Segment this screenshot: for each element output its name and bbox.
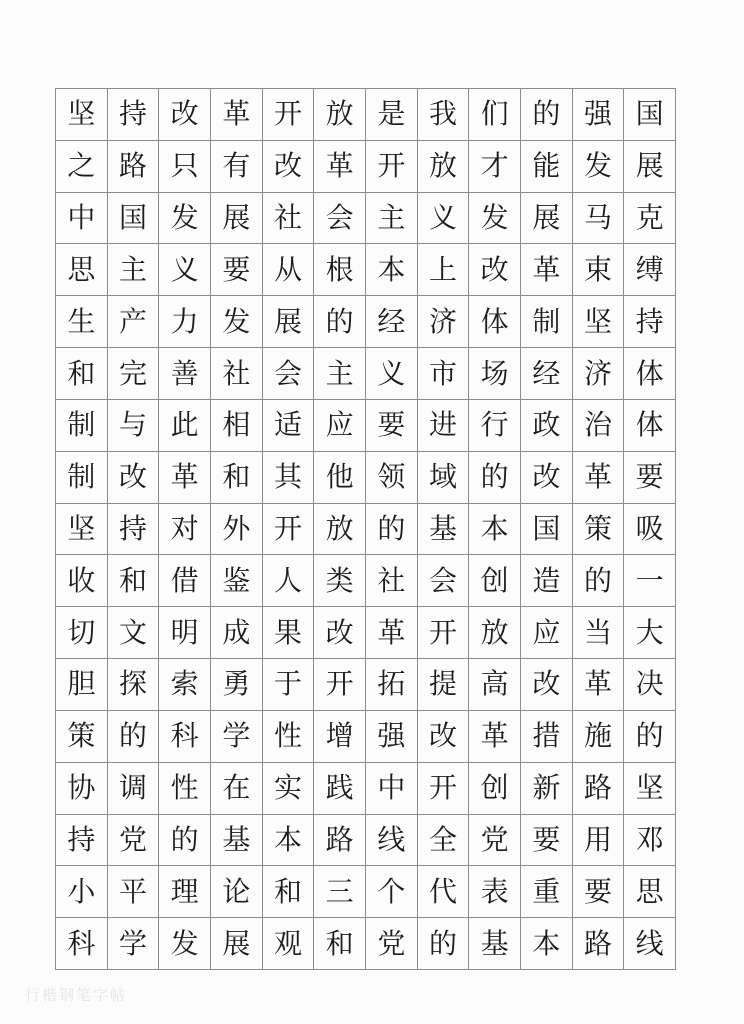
grid-cell-character: 领 [366,452,418,504]
grid-cell-character: 的 [418,918,470,970]
grid-cell-character: 勇 [211,659,263,711]
grid-cell-character: 主 [108,244,160,296]
grid-cell-character: 改 [521,659,573,711]
grid-cell-character: 协 [56,763,108,815]
grid-cell-character: 制 [56,452,108,504]
grid-cell-character: 策 [56,711,108,763]
grid-cell-character: 成 [211,607,263,659]
grid-cell-character: 在 [211,763,263,815]
grid-cell-character: 相 [211,400,263,452]
grid-cell-character: 开 [366,141,418,193]
grid-cell-character: 本 [366,244,418,296]
grid-cell-character: 改 [418,711,470,763]
grid-cell-character: 义 [159,244,211,296]
grid-cell-character: 探 [108,659,160,711]
grid-cell-character: 创 [469,763,521,815]
grid-cell-character: 党 [469,815,521,867]
grid-cell-character: 改 [263,141,315,193]
grid-cell-character: 邓 [624,815,676,867]
grid-cell-character: 开 [418,607,470,659]
grid-cell-character: 实 [263,763,315,815]
grid-cell-character: 主 [366,193,418,245]
grid-cell-character: 的 [108,711,160,763]
grid-cell-character: 国 [108,193,160,245]
grid-cell-character: 平 [108,866,160,918]
grid-cell-character: 革 [211,89,263,141]
grid-cell-character: 持 [56,815,108,867]
grid-cell-character: 发 [573,141,625,193]
grid-cell-character: 才 [469,141,521,193]
grid-cell-character: 和 [108,555,160,607]
grid-cell-character: 坚 [573,296,625,348]
grid-cell-character: 要 [521,815,573,867]
grid-cell-character: 力 [159,296,211,348]
grid-cell-character: 的 [314,296,366,348]
grid-cell-character: 体 [624,400,676,452]
grid-cell-character: 调 [108,763,160,815]
grid-cell-character: 策 [573,504,625,556]
grid-cell-character: 措 [521,711,573,763]
grid-cell-character: 创 [469,555,521,607]
grid-cell-character: 改 [159,89,211,141]
grid-cell-character: 践 [314,763,366,815]
grid-cell-character: 市 [418,348,470,400]
grid-cell-character: 小 [56,866,108,918]
grid-cell-character: 适 [263,400,315,452]
grid-cell-character: 学 [108,918,160,970]
grid-cell-character: 用 [573,815,625,867]
grid-cell-character: 改 [314,607,366,659]
grid-cell-character: 社 [366,555,418,607]
grid-cell-character: 明 [159,607,211,659]
grid-cell-character: 革 [469,711,521,763]
grid-cell-character: 和 [314,918,366,970]
grid-cell-character: 强 [366,711,418,763]
grid-cell-character: 此 [159,400,211,452]
grid-cell-character: 对 [159,504,211,556]
grid-cell-character: 经 [521,348,573,400]
grid-cell-character: 马 [573,193,625,245]
grid-cell-character: 只 [159,141,211,193]
grid-cell-character: 域 [418,452,470,504]
grid-cell-character: 人 [263,555,315,607]
grid-cell-character: 的 [366,504,418,556]
grid-cell-character: 义 [418,193,470,245]
grid-cell-character: 基 [211,815,263,867]
grid-cell-character: 政 [521,400,573,452]
grid-cell-character: 中 [366,763,418,815]
grid-cell-character: 胆 [56,659,108,711]
grid-cell-character: 们 [469,89,521,141]
grid-cell-character: 吸 [624,504,676,556]
grid-cell-character: 决 [624,659,676,711]
grid-cell-character: 持 [108,504,160,556]
grid-cell-character: 观 [263,918,315,970]
grid-cell-character: 全 [418,815,470,867]
grid-cell-character: 提 [418,659,470,711]
grid-cell-character: 会 [418,555,470,607]
grid-cell-character: 善 [159,348,211,400]
grid-cell-character: 性 [159,763,211,815]
grid-cell-character: 路 [314,815,366,867]
footer-faint-note: 行楷钢笔字帖 [25,986,128,1004]
grid-cell-character: 济 [573,348,625,400]
grid-cell-character: 其 [263,452,315,504]
grid-cell-character: 有 [211,141,263,193]
grid-cell-character: 增 [314,711,366,763]
grid-cell-character: 中 [56,193,108,245]
grid-cell-character: 收 [56,555,108,607]
grid-cell-character: 代 [418,866,470,918]
grid-cell-character: 要 [624,452,676,504]
character-grid [55,88,676,970]
grid-cell-character: 济 [418,296,470,348]
grid-cell-character: 本 [469,504,521,556]
grid-cell-character: 场 [469,348,521,400]
grid-cell-character: 党 [108,815,160,867]
grid-cell-character: 的 [159,815,211,867]
grid-cell-character: 行 [469,400,521,452]
grid-cell-character: 于 [263,659,315,711]
grid-cell-character: 展 [624,141,676,193]
grid-cell-character: 要 [573,866,625,918]
grid-cell-character: 克 [624,193,676,245]
grid-cell-character: 义 [366,348,418,400]
grid-cell-character: 造 [521,555,573,607]
grid-cell-character: 外 [211,504,263,556]
grid-cell-character: 表 [469,866,521,918]
grid-cell-character: 基 [469,918,521,970]
grid-cell-character: 性 [263,711,315,763]
grid-cell-character: 持 [108,89,160,141]
grid-cell-character: 当 [573,607,625,659]
grid-cell-character: 他 [314,452,366,504]
grid-cell-character: 三 [314,866,366,918]
grid-cell-character: 改 [108,452,160,504]
grid-cell-character: 主 [314,348,366,400]
grid-cell-character: 思 [56,244,108,296]
grid-cell-character: 缚 [624,244,676,296]
grid-cell-character: 进 [418,400,470,452]
grid-cell-character: 从 [263,244,315,296]
grid-cell-character: 完 [108,348,160,400]
grid-cell-character: 展 [521,193,573,245]
grid-cell-character: 会 [314,193,366,245]
grid-cell-character: 线 [366,815,418,867]
grid-cell-character: 坚 [56,89,108,141]
grid-cell-character: 借 [159,555,211,607]
grid-cell-character: 新 [521,763,573,815]
grid-cell-character: 改 [469,244,521,296]
grid-cell-character: 开 [263,504,315,556]
grid-cell-character: 体 [469,296,521,348]
grid-cell-character: 社 [263,193,315,245]
grid-cell-character: 线 [624,918,676,970]
grid-cell-character: 放 [418,141,470,193]
grid-cell-character: 的 [469,452,521,504]
grid-cell-character: 国 [521,504,573,556]
grid-cell-character: 学 [211,711,263,763]
grid-cell-character: 发 [469,193,521,245]
grid-cell-character: 科 [159,711,211,763]
grid-cell-character: 的 [573,555,625,607]
grid-cell-character: 放 [314,89,366,141]
grid-cell-character: 个 [366,866,418,918]
grid-cell-character: 展 [263,296,315,348]
grid-cell-character: 革 [573,452,625,504]
grid-cell-character: 发 [159,918,211,970]
grid-cell-character: 强 [573,89,625,141]
grid-cell-character: 上 [418,244,470,296]
grid-cell-character: 开 [314,659,366,711]
grid-cell-character: 应 [521,607,573,659]
grid-cell-character: 国 [624,89,676,141]
grid-cell-character: 生 [56,296,108,348]
grid-cell-character: 体 [624,348,676,400]
grid-cell-character: 索 [159,659,211,711]
grid-cell-character: 类 [314,555,366,607]
grid-cell-character: 会 [263,348,315,400]
grid-cell-character: 应 [314,400,366,452]
grid-cell-character: 党 [366,918,418,970]
grid-cell-character: 和 [263,866,315,918]
grid-cell-character: 本 [263,815,315,867]
grid-cell-character: 与 [108,400,160,452]
grid-cell-character: 拓 [366,659,418,711]
grid-cell-character: 革 [573,659,625,711]
grid-cell-character: 路 [573,763,625,815]
grid-cell-character: 路 [573,918,625,970]
grid-cell-character: 治 [573,400,625,452]
grid-cell-character: 坚 [624,763,676,815]
grid-cell-character: 理 [159,866,211,918]
grid-cell-character: 发 [159,193,211,245]
grid-cell-character: 持 [624,296,676,348]
grid-cell-character: 要 [211,244,263,296]
grid-cell-character: 制 [521,296,573,348]
grid-cell-character: 革 [521,244,573,296]
grid-cell-character: 制 [56,400,108,452]
grid-cell-character: 放 [469,607,521,659]
grid-cell-character: 坚 [56,504,108,556]
grid-cell-character: 果 [263,607,315,659]
grid-cell-character: 之 [56,141,108,193]
grid-cell-character: 发 [211,296,263,348]
grid-cell-character: 能 [521,141,573,193]
grid-cell-character: 要 [366,400,418,452]
grid-cell-character: 放 [314,504,366,556]
grid-cell-character: 和 [56,348,108,400]
grid-cell-character: 的 [521,89,573,141]
grid-cell-character: 开 [263,89,315,141]
grid-cell-character: 施 [573,711,625,763]
grid-cell-character: 的 [624,711,676,763]
grid-cell-character: 革 [366,607,418,659]
grid-cell-character: 思 [624,866,676,918]
grid-cell-character: 开 [418,763,470,815]
grid-cell-character: 切 [56,607,108,659]
grid-cell-character: 革 [159,452,211,504]
grid-cell-character: 展 [211,193,263,245]
grid-cell-character: 路 [108,141,160,193]
grid-cell-character: 是 [366,89,418,141]
grid-cell-character: 经 [366,296,418,348]
grid-cell-character: 产 [108,296,160,348]
grid-cell-character: 根 [314,244,366,296]
grid-cell-character: 束 [573,244,625,296]
grid-cell-character: 重 [521,866,573,918]
grid-cell-character: 基 [418,504,470,556]
grid-cell-character: 改 [521,452,573,504]
grid-cell-character: 一 [624,555,676,607]
grid-cell-character: 高 [469,659,521,711]
grid-cell-character: 展 [211,918,263,970]
grid-cell-character: 本 [521,918,573,970]
grid-cell-character: 文 [108,607,160,659]
grid-cell-character: 革 [314,141,366,193]
grid-cell-character: 大 [624,607,676,659]
grid-cell-character: 社 [211,348,263,400]
grid-cell-character: 和 [211,452,263,504]
grid-cell-character: 科 [56,918,108,970]
grid-cell-character: 我 [418,89,470,141]
grid-cell-character: 鉴 [211,555,263,607]
grid-cell-character: 论 [211,866,263,918]
